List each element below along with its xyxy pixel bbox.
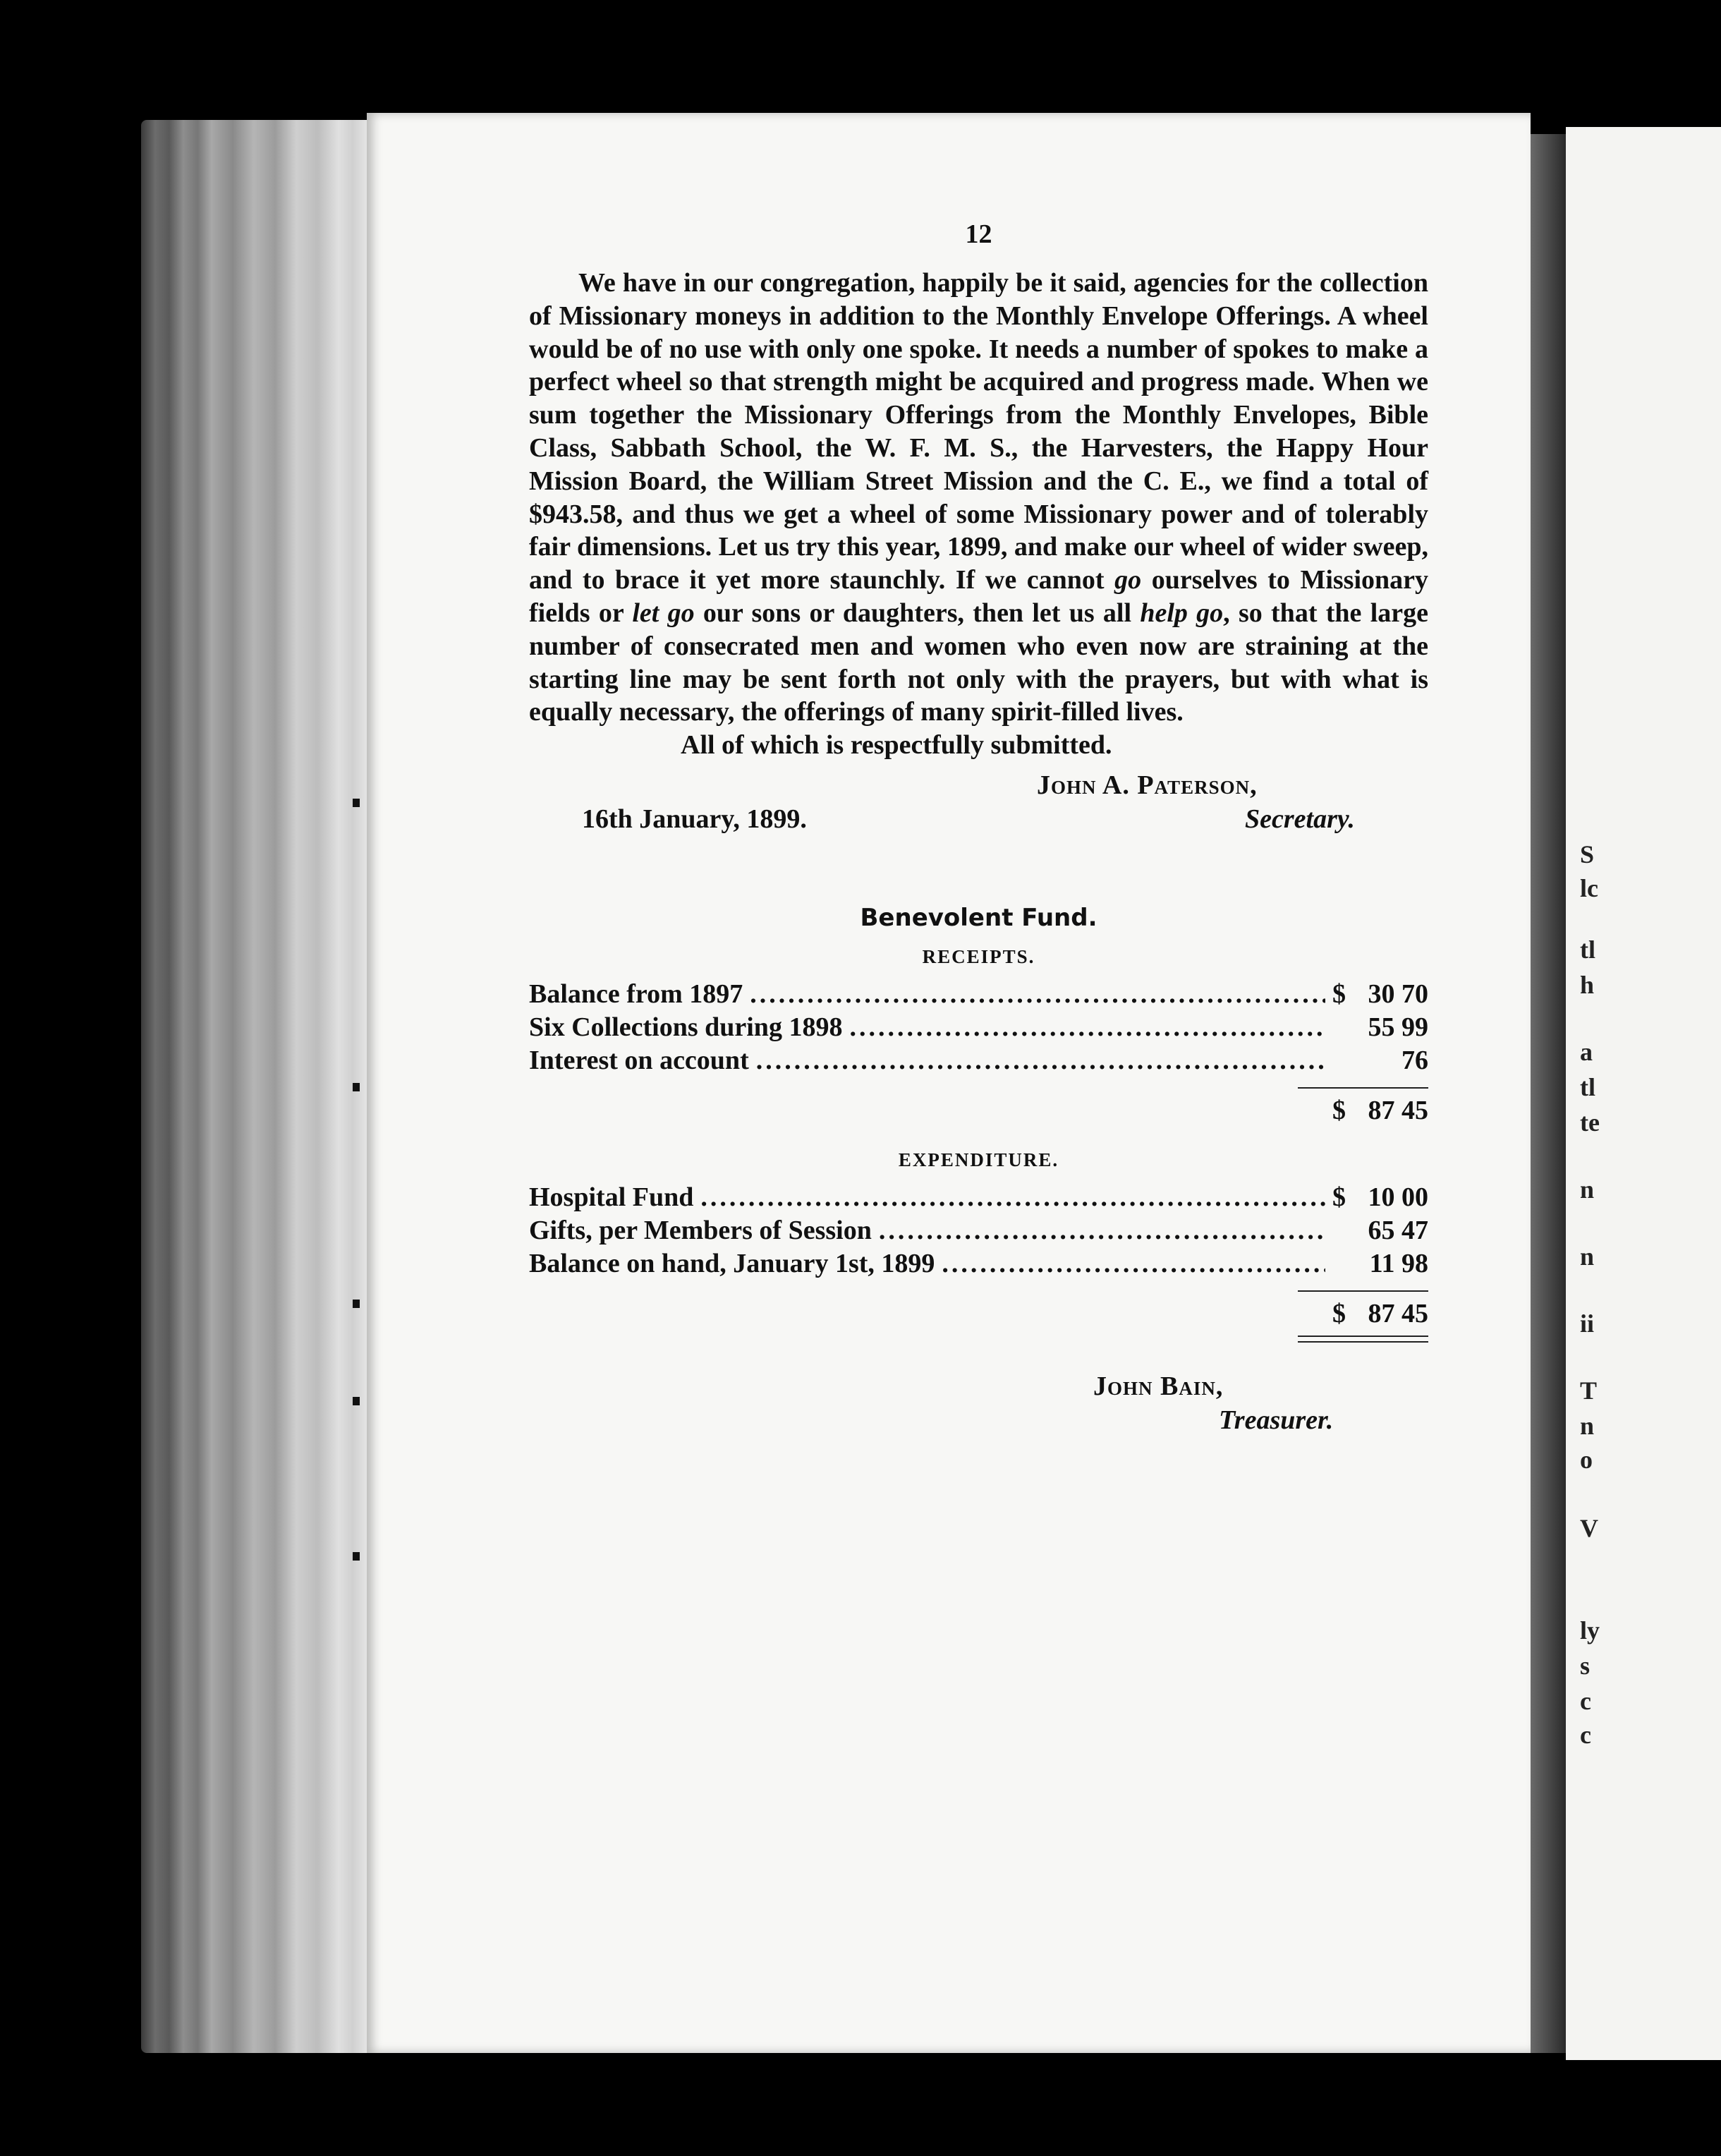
paragraph-text: our sons or daughters, then let us all <box>694 598 1141 628</box>
treasurer-title: Treasurer. <box>1219 1405 1334 1436</box>
ledger-amount: 10 00 <box>1368 1182 1428 1213</box>
page-number: 12 <box>965 219 992 249</box>
closing-line: All of which is respectfully submitted. <box>681 730 1112 761</box>
leader-dots <box>942 1247 1325 1280</box>
ledger-amount: 55 99 <box>1368 1012 1428 1043</box>
binding-mark <box>353 1552 360 1561</box>
binding-mark <box>353 1083 360 1091</box>
leader-dots <box>849 1011 1325 1044</box>
receipts-total <box>529 1093 1428 1128</box>
subtotal-rule <box>1298 1290 1428 1292</box>
total-double-rule <box>1298 1336 1428 1343</box>
ledger-label: Balance from 1897 <box>529 979 743 1010</box>
ledger-label: Hospital Fund <box>529 1182 694 1213</box>
dollar-sign: $ <box>1332 1182 1346 1213</box>
secretary-name: John A. Paterson, <box>1037 770 1258 801</box>
leader-dots <box>700 1181 1325 1214</box>
book-page-edges <box>141 120 374 2053</box>
dollar-sign: $ <box>1332 1299 1346 1329</box>
treasurer-name: John Bain, <box>1093 1371 1224 1402</box>
report-paragraph <box>529 267 1428 729</box>
receipts-ledger <box>529 978 1428 1128</box>
ledger-row <box>529 1011 1428 1044</box>
expenditure-ledger <box>529 1181 1428 1343</box>
expenditure-heading: EXPENDITURE. <box>898 1149 1059 1171</box>
adjacent-page-fragment: c <box>1580 1721 1591 1749</box>
adjacent-page-fragment: ly <box>1580 1616 1600 1645</box>
adjacent-page-fragment: c <box>1580 1687 1591 1715</box>
adjacent-page-fragment: te <box>1580 1108 1600 1137</box>
binding-mark <box>353 799 360 807</box>
paragraph-text: , so that the large number of consecrated men and women who even now are straining at the starting line may be sent forth not only with the prayers, but with what is equally necessary, the offerings of many spirit-filled lives. <box>529 598 1428 727</box>
adjacent-page-fragment: s <box>1580 1652 1591 1680</box>
ledger-amount: 76 <box>1401 1046 1428 1076</box>
receipts-heading: RECEIPTS. <box>922 946 1035 968</box>
secretary-signature <box>529 770 1428 840</box>
ledger-amount: 30 70 <box>1368 979 1428 1010</box>
fund-title: Benevolent Fund. <box>860 904 1097 933</box>
paragraph-text: ourselves to Missionary fields or <box>529 565 1429 628</box>
report-date: 16th January, 1899. <box>582 804 807 835</box>
emphasis-text: help go <box>1140 598 1224 628</box>
leader-dots <box>879 1214 1325 1247</box>
adjacent-page-fragment: tl <box>1580 935 1595 964</box>
binding-mark <box>353 1397 360 1405</box>
binding-mark <box>353 1300 360 1308</box>
ledger-label: Balance on hand, January 1st, 1899 <box>529 1249 935 1279</box>
treasurer-signature <box>529 1371 1428 1448</box>
paragraph-text: We have in our congregation, happily be it said, agencies for the collection of Missionary moneys in addition to the Monthly Envelope Offerings. A wheel would be of no use with only one spoke. It needs a number of spokes to make a perfect wheel so that strength might be acquired and progress made. When we sum together the Missionary Offerings from the Monthly Envelopes, Bible Class, Sabbath School, the W. F. M. S., the Harvesters, the Happy Hour Mission Board, the William Street Mission and the C. E., we find a total of $943.58, and thus we get a wheel of some Missionary power and of tolerably fair dimensions. Let us try this year, 1899, and make our wheel of wider sweep, and to brace it yet more staunchly. If we cannot <box>529 268 1428 595</box>
ledger-amount: 65 47 <box>1368 1216 1428 1246</box>
subtotal-rule <box>1298 1087 1428 1089</box>
secretary-title: Secretary. <box>1245 804 1355 835</box>
total-amount: 87 45 <box>1368 1299 1428 1329</box>
ledger-row <box>529 1214 1428 1247</box>
adjacent-page-fragment: S <box>1580 840 1595 868</box>
ledger-label: Six Collections during 1898 <box>529 1012 843 1043</box>
total-amount: 87 45 <box>1368 1096 1428 1126</box>
leader-dots <box>750 978 1325 1011</box>
expenditure-total <box>529 1296 1428 1331</box>
adjacent-page-fragment: o <box>1580 1446 1593 1474</box>
adjacent-page-fragment: V <box>1580 1514 1598 1542</box>
dollar-sign: $ <box>1332 1096 1346 1126</box>
adjacent-page-fragment: n <box>1580 1242 1595 1271</box>
adjacent-page <box>1566 127 1721 2060</box>
dollar-sign: $ <box>1332 979 1346 1010</box>
adjacent-page-fragment: n <box>1580 1412 1595 1440</box>
emphasis-text: let go <box>632 598 695 628</box>
adjacent-page-fragment: n <box>1580 1175 1595 1204</box>
adjacent-page-fragment: a <box>1580 1038 1593 1066</box>
adjacent-page-fragment: T <box>1580 1376 1598 1405</box>
ledger-label: Interest on account <box>529 1046 749 1076</box>
ledger-amount: 11 98 <box>1369 1249 1428 1279</box>
ledger-row <box>529 978 1428 1011</box>
adjacent-page-fragment: tl <box>1580 1073 1595 1101</box>
adjacent-page-fragment: h <box>1580 971 1595 999</box>
book-gutter <box>1531 134 1566 2053</box>
emphasis-text: go <box>1114 565 1142 595</box>
adjacent-page-fragment: ii <box>1580 1309 1595 1338</box>
page-content <box>529 219 1428 1448</box>
ledger-row <box>529 1181 1428 1214</box>
ledger-row <box>529 1044 1428 1077</box>
ledger-row <box>529 1247 1428 1280</box>
adjacent-page-fragment: lc <box>1580 874 1598 902</box>
leader-dots <box>756 1044 1325 1077</box>
ledger-label: Gifts, per Members of Session <box>529 1216 872 1246</box>
